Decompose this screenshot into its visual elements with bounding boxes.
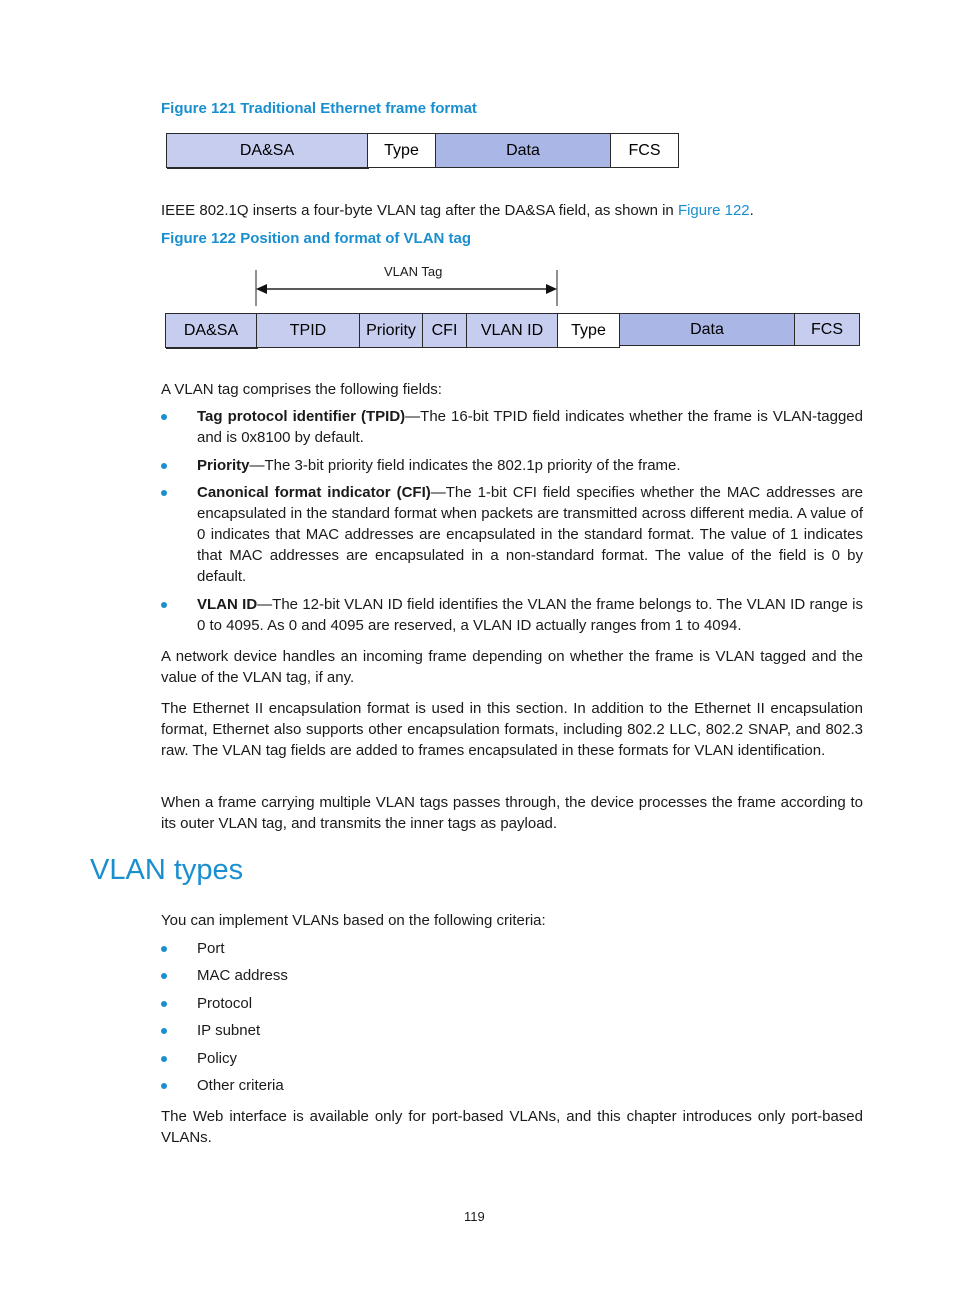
figure-122-link[interactable]: Figure 122 bbox=[677, 202, 750, 219]
section-heading-vlan-types: VLAN types bbox=[90, 854, 244, 886]
tag-cell-da-sa: DA&SA bbox=[165, 313, 257, 348]
frame-cell-fcs: FCS bbox=[610, 133, 679, 168]
paragraph-multiple-tags: When a frame carrying multiple VLAN tags passes through, the device processes the frame according to its outer VLAN tag, and transmits the inner tags as payload. bbox=[161, 794, 863, 832]
tag-cell-fcs: FCS bbox=[794, 313, 860, 346]
section-intro: You can implement VLANs based on the following criteria: bbox=[161, 912, 546, 929]
tag-cell-vlan-id: VLAN ID bbox=[466, 313, 558, 348]
field-term: Canonical format indicator (CFI) bbox=[197, 484, 431, 501]
field-item-vlan-id bbox=[197, 594, 863, 636]
bullet-icon bbox=[161, 1083, 167, 1089]
figure-122-caption: Figure 122 Position and format of VLAN tag bbox=[161, 230, 472, 247]
criteria-item-protocol: Protocol bbox=[197, 995, 253, 1012]
section-closing-paragraph: The Web interface is available only for port-based VLANs, and this chapter introduces only port-based VLANs. bbox=[161, 1108, 863, 1146]
vlan-tag-span-arrow bbox=[250, 268, 565, 308]
bullet-icon bbox=[161, 1001, 167, 1007]
figure-121-caption: Figure 121 Traditional Ethernet frame format bbox=[161, 100, 477, 117]
frame-cell-data: Data bbox=[435, 133, 611, 168]
field-term: Tag protocol identifier (TPID) bbox=[197, 408, 406, 425]
fields-intro: A VLAN tag comprises the following fields: bbox=[161, 381, 442, 398]
bullet-icon bbox=[161, 602, 167, 608]
bullet-icon bbox=[161, 946, 167, 952]
intro-text: IEEE 802.1Q inserts a four-byte VLAN tag after the DA&SA field, as shown in bbox=[161, 202, 678, 219]
field-desc: —The 12-bit VLAN ID field identifies the VLAN the frame belongs to. The VLAN ID range is 0 to 4095. As 0 and 4095 are reserved, a VLAN ID actually ranges from 1 to 4094. bbox=[197, 596, 863, 634]
field-term: Priority bbox=[197, 457, 250, 474]
criteria-item-mac-address: MAC address bbox=[197, 967, 288, 984]
bullet-icon bbox=[161, 973, 167, 979]
bullet-icon bbox=[161, 1056, 167, 1062]
field-term: VLAN ID bbox=[197, 596, 258, 613]
tag-cell-tpid: TPID bbox=[256, 313, 360, 348]
field-desc: —The 3-bit priority field indicates the 802.1p priority of the frame. bbox=[249, 457, 681, 474]
page-number: 119 bbox=[464, 1209, 485, 1224]
bullet-icon bbox=[161, 463, 167, 469]
frame-cell-type: Type bbox=[367, 133, 436, 168]
paragraph-encapsulation: The Ethernet II encapsulation format is used in this section. In addition to the Ethernet II encapsulation format, Ethernet also supports other encapsulation formats, including 802.2 LLC, 802.2 SNAP, and 802.3 raw. The VLAN tag fields are added to frames encapsulated in these formats for VLAN identification. bbox=[161, 700, 863, 759]
vlan-tag-label: VLAN Tag bbox=[384, 264, 443, 279]
field-item-cfi bbox=[197, 482, 863, 587]
criteria-item-port: Port bbox=[197, 940, 225, 957]
criteria-item-ip-subnet: IP subnet bbox=[197, 1022, 261, 1039]
tag-cell-priority: Priority bbox=[359, 313, 423, 348]
tag-cell-data: Data bbox=[619, 313, 795, 346]
intro-paragraph bbox=[161, 200, 863, 221]
field-item-tpid bbox=[197, 406, 863, 448]
bullet-icon bbox=[161, 414, 167, 420]
field-desc: —The 16-bit TPID field indicates whether the frame is VLAN-tagged and is 0x8100 by default. bbox=[197, 408, 863, 446]
paragraph-device-handling: A network device handles an incoming frame depending on whether the frame is VLAN tagged and the value of the VLAN tag, if any. bbox=[161, 648, 863, 686]
criteria-item-policy: Policy bbox=[197, 1050, 238, 1067]
bullet-icon bbox=[161, 1028, 167, 1034]
field-desc: —The 1-bit CFI field specifies whether the MAC addresses are encapsulated in the standard format when packets are transmitted across different media. A value of 0 indicates that MAC addresses are encapsulated in the standard format. The value of 1 indicates that MAC addresses are encapsulated in a non-standard format. The value of the field is 0 by default. bbox=[197, 484, 863, 585]
field-item-priority bbox=[197, 455, 863, 476]
tag-cell-cfi: CFI bbox=[422, 313, 467, 348]
bullet-icon bbox=[161, 490, 167, 496]
intro-end: . bbox=[749, 202, 754, 219]
frame-cell-da-sa: DA&SA bbox=[166, 133, 368, 168]
criteria-item-other: Other criteria bbox=[197, 1077, 284, 1094]
tag-cell-type: Type bbox=[557, 313, 620, 348]
